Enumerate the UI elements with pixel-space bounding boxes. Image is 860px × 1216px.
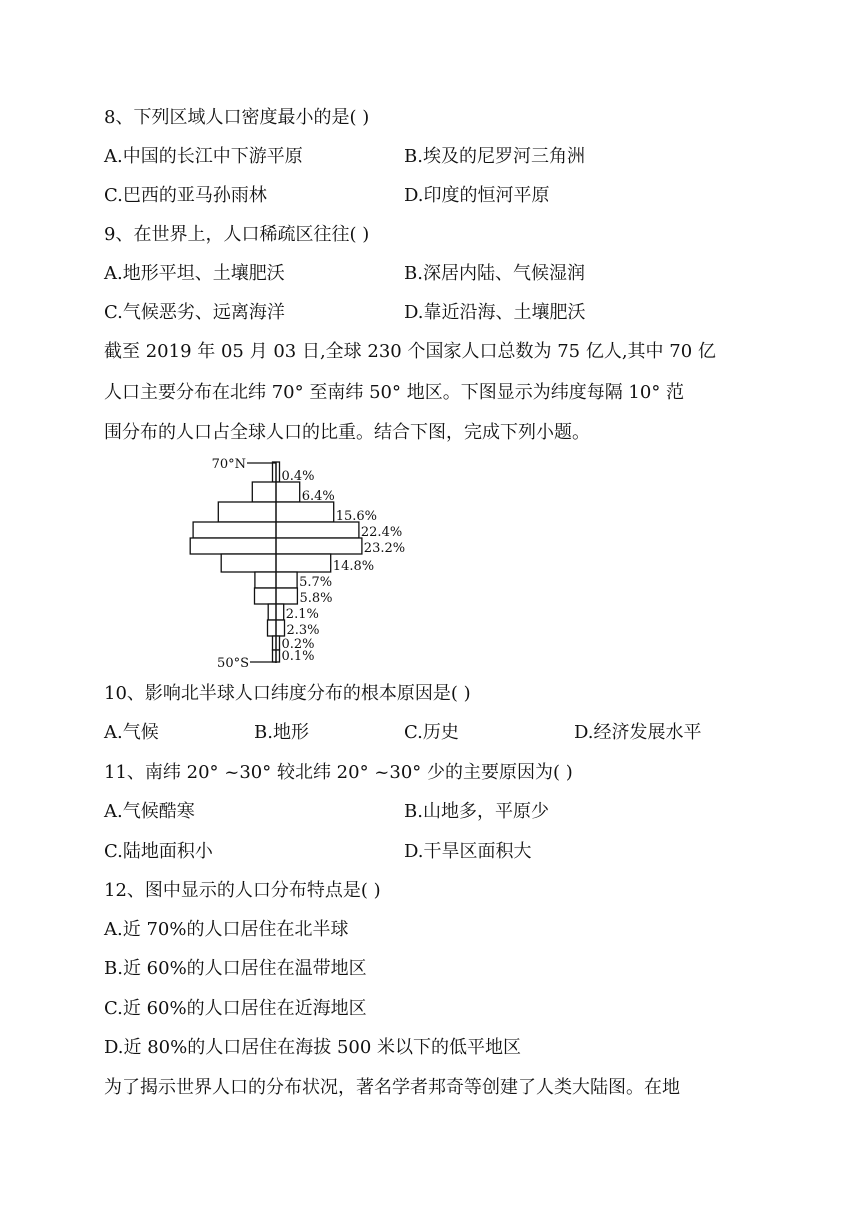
q9-option-c: C.气候恶劣、远离海洋 xyxy=(104,302,285,323)
q12-stem: 12、图中显示的人口分布特点是( ) xyxy=(104,880,381,901)
latitude-population-chart xyxy=(100,452,520,672)
q8-option-c: C.巴西的亚马孙雨林 xyxy=(104,185,267,206)
q10-stem: 10、影响北半球人口纬度分布的根本原因是( ) xyxy=(104,683,471,704)
q8-option-a: A.中国的长江中下游平原 xyxy=(104,146,303,167)
bar-value-label: 15.6% xyxy=(335,509,378,524)
bar-value-label: 2.3% xyxy=(286,623,320,638)
q10-option-b: B.地形 xyxy=(254,722,309,743)
bottom-latitude-label: 50°S xyxy=(217,656,249,671)
q11-stem: 11、南纬 20° ~30° 较北纬 20° ~30° 少的主要原因为( ) xyxy=(104,762,573,783)
q11-option-c: C.陆地面积小 xyxy=(104,841,213,862)
q9-option-d: D.靠近沿海、土壤肥沃 xyxy=(404,302,586,323)
bar-value-label: 5.8% xyxy=(299,591,333,606)
q8-options-row2 xyxy=(104,184,550,208)
q9-stem: 9、在世界上，人口稀疏区往往( ) xyxy=(104,224,370,245)
intro-line-2: 人口主要分布在北纬 70° 至南纬 50° 地区。下图显示为纬度每隔 10° 范 xyxy=(104,382,685,403)
q12-option-b: B.近 60%的人口居住在温带地区 xyxy=(104,958,367,979)
bar-value-label: 5.7% xyxy=(299,575,333,590)
q10-option-d: D.经济发展水平 xyxy=(574,722,702,743)
q9-option-a: A.地形平坦、土壤肥沃 xyxy=(104,263,285,284)
q10-options-row xyxy=(104,721,702,745)
bar-value-label: 0.1% xyxy=(281,649,315,664)
intro-line-1: 截至 2019 年 05 月 03 日,全球 230 个国家人口总数为 75 亿人,其中 70 亿 xyxy=(104,341,716,362)
bar-value-label: 14.8% xyxy=(332,559,375,574)
intro-line-3: 围分布的人口占全球人口的比重。结合下图，完成下列小题。 xyxy=(104,422,590,443)
bar-value-label: 0.4% xyxy=(281,469,315,484)
bar-value-label: 23.2% xyxy=(363,541,406,556)
q8-option-b: B.埃及的尼罗河三角洲 xyxy=(404,146,585,167)
q11-option-b: B.山地多，平原少 xyxy=(404,801,549,822)
q9-options-row1 xyxy=(104,262,585,286)
bar-value-label: 22.4% xyxy=(360,525,403,540)
outro-line: 为了揭示世界人口的分布状况，著名学者邦奇等创建了人类大陆图。在地 xyxy=(104,1077,680,1098)
q8-option-d: D.印度的恒河平原 xyxy=(404,185,550,206)
bar-value-label: 0.2% xyxy=(281,637,315,652)
bar-value-label: 6.4% xyxy=(301,489,335,504)
q12-option-a: A.近 70%的人口居住在北半球 xyxy=(104,919,349,940)
q9-options-row2 xyxy=(104,301,586,325)
top-latitude-label: 70°N xyxy=(211,457,246,472)
q11-options-row2 xyxy=(104,840,532,864)
q12-option-c: C.近 60%的人口居住在近海地区 xyxy=(104,998,367,1019)
q11-options-row1 xyxy=(104,800,549,824)
q10-option-c: C.历史 xyxy=(404,722,459,743)
q9-option-b: B.深居内陆、气候湿润 xyxy=(404,263,585,284)
q12-option-d: D.近 80%的人口居住在海拔 500 米以下的低平地区 xyxy=(104,1037,522,1058)
bar-value-label: 2.1% xyxy=(285,607,319,622)
q8-options-row1 xyxy=(104,145,585,169)
q11-option-a: A.气候酷寒 xyxy=(104,801,195,822)
q11-option-d: D.干旱区面积大 xyxy=(404,841,532,862)
q10-option-a: A.气候 xyxy=(104,722,159,743)
q8-stem: 8、下列区域人口密度最小的是( ) xyxy=(104,107,370,128)
